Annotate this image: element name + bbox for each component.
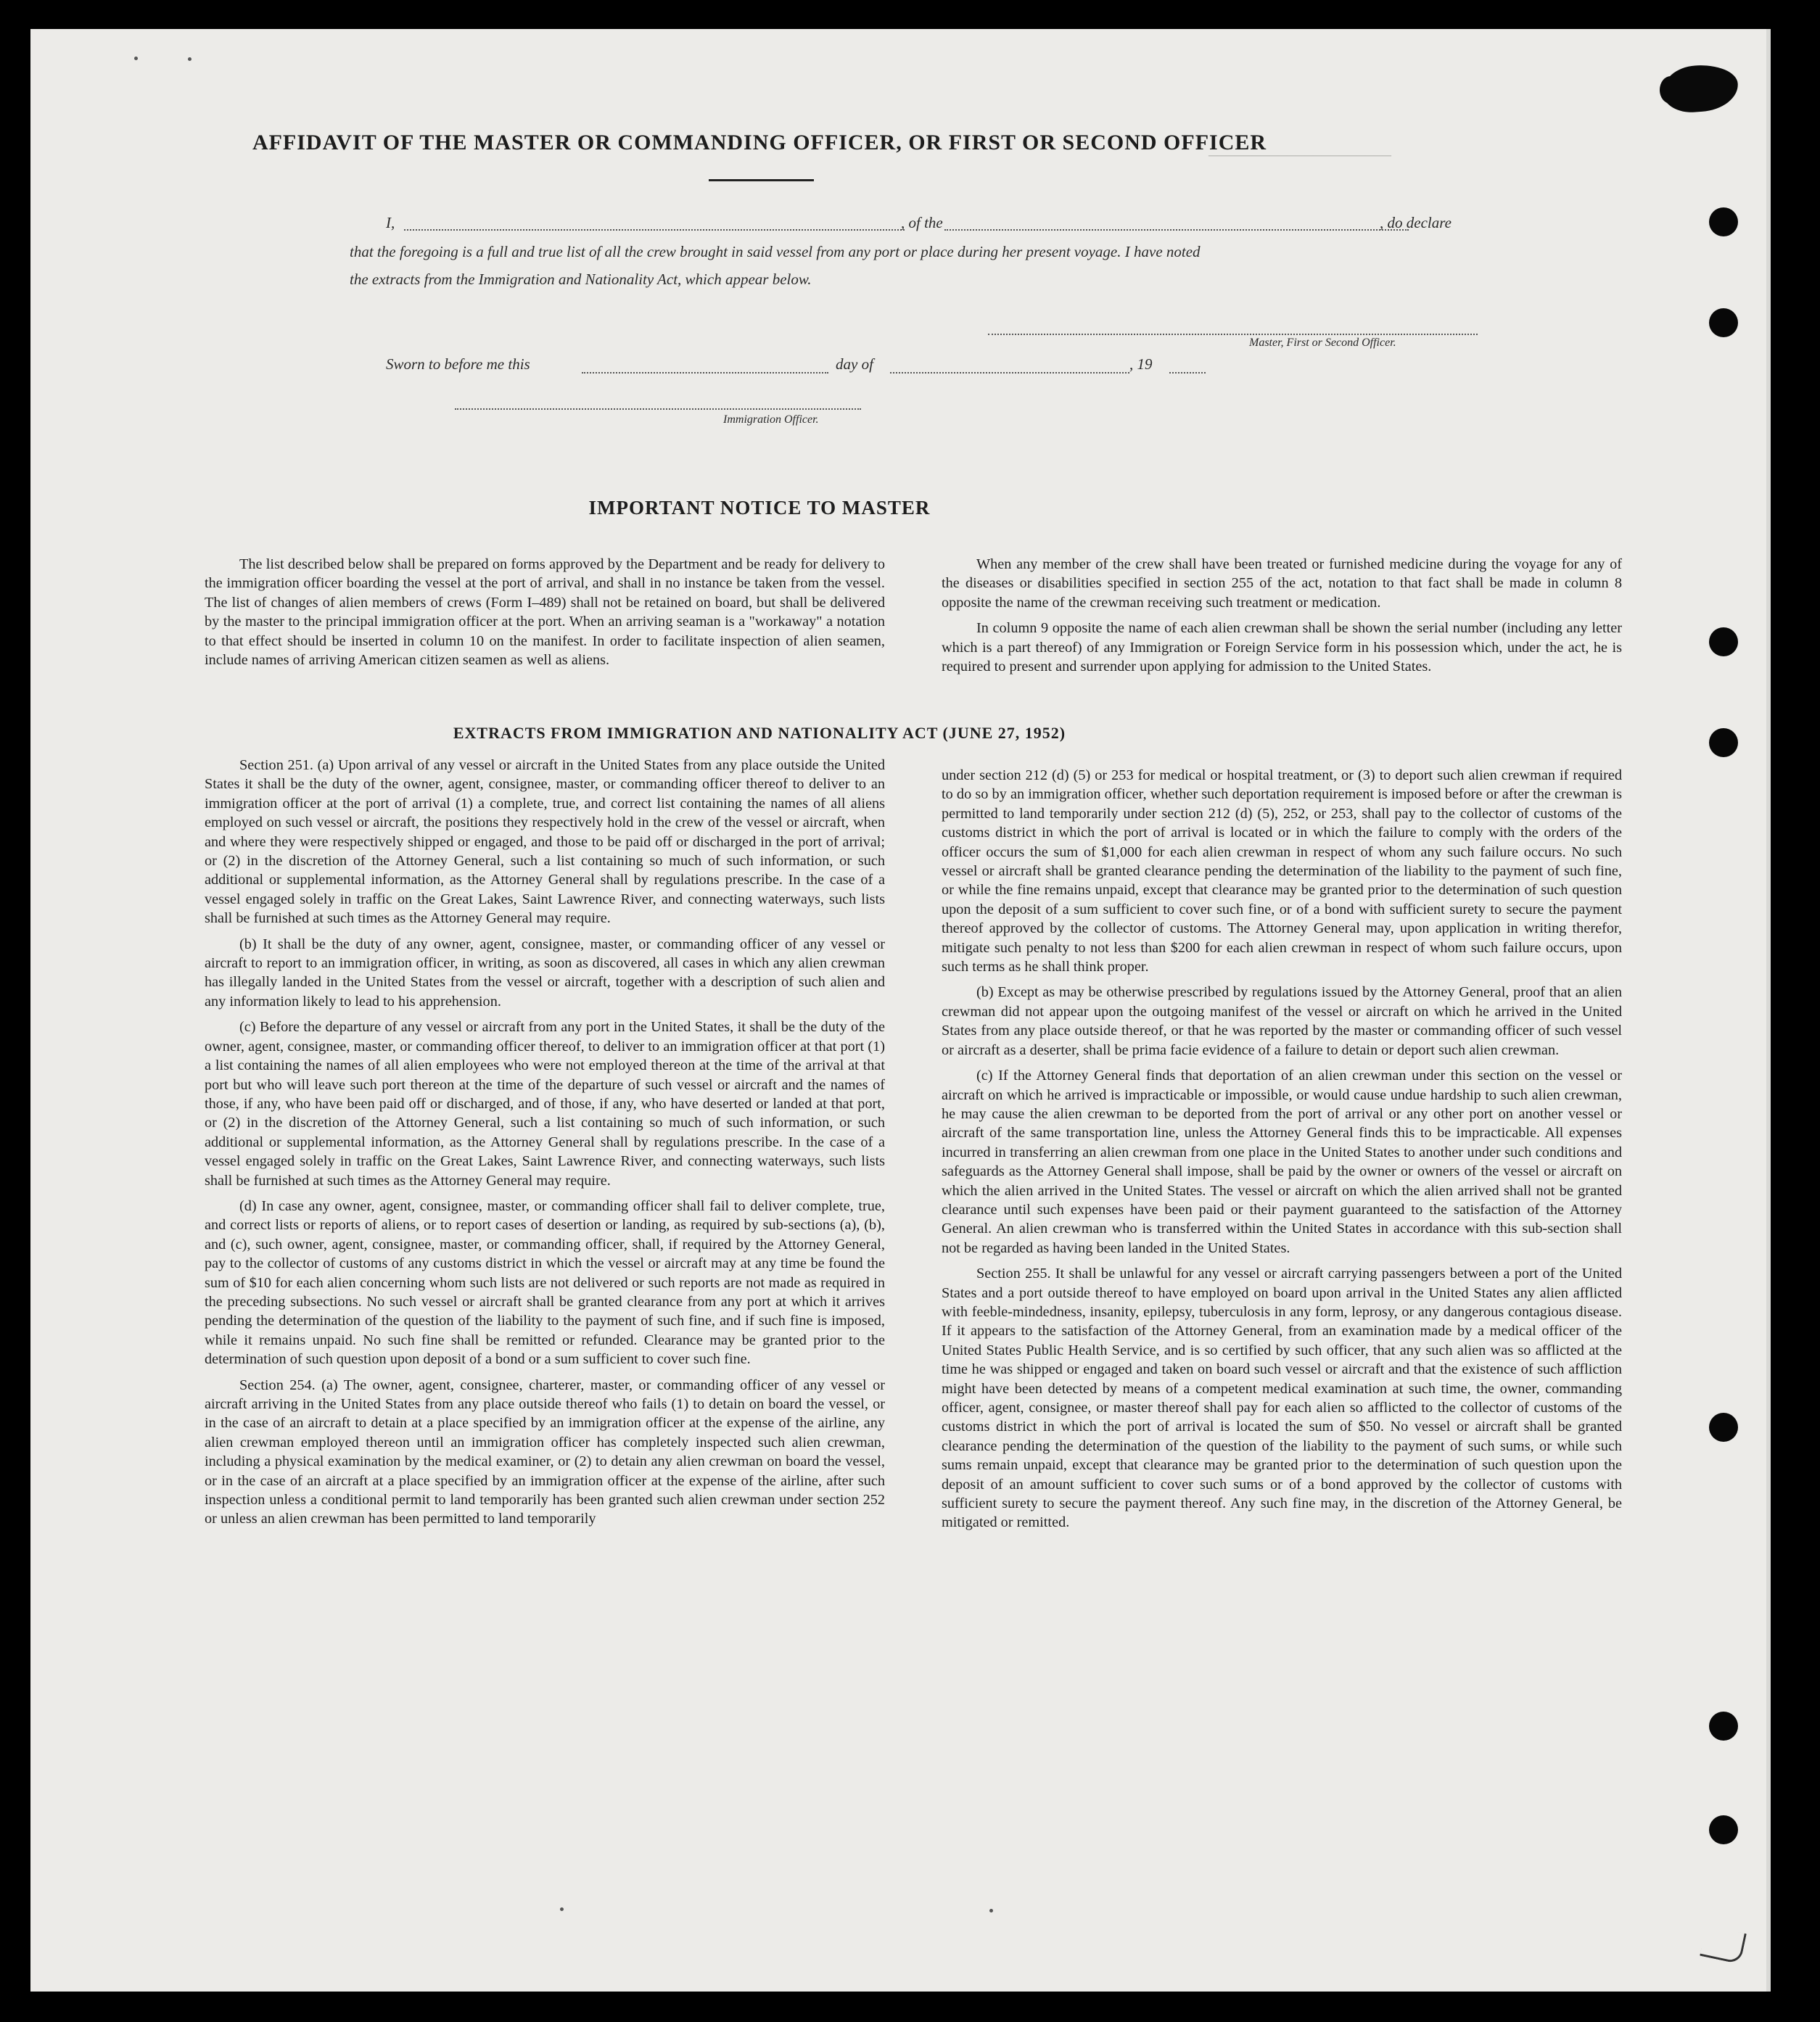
stray-mark [989,1909,993,1912]
title-underline [709,179,814,181]
binder-hole [1709,627,1738,656]
ink-blot [1660,76,1681,104]
sworn-month-blank [890,372,1129,374]
section-254-c: (c) If the Attorney General finds that deportation of an alien crewman under this section on the vessel or aircraft on which he arrived is impracticable or impossible, or would cause undue hardship to such alien crewman, he may cause the alien crewman to be deported from the port of arrival or any other port on another vessel or aircraft of the same transportation line, unless the Attorney General finds this to be impracticable. All expenses incurred in transferring an alien crewman from one place in the United States to another under such conditions and safeguards as the Attorney General shall impose, shall be paid by the owner or owners of the vessel or aircraft on which the alien arrived in the United States. The vessel or aircraft on which the alien arrived shall not be granted clearance until such expenses have been paid or their payment guaranteed to the satisfaction of the Attorney General. An alien crewman who is transferred within the United States in accordance with this sub-section shall not be regarded as having been landed in the United States. [942,1068,1622,1256]
bleed-through-text: ───────────────────── [1191,149,1392,165]
name-blank-line [404,229,905,231]
section-255: Section 255. It shall be unlawful for any vessel or aircraft carrying passengers between a port of the United States and a port outside thereof to have employed on board upon arrival in the United States any alien afflicted with feeble-mindedness, insanity, epilepsy, tuberculosis in any form, leprosy, or any dangerous contagious disease. If it appears to the satisfaction of the Attorney General, from an examination made by a medical officer of the United States Public Health Service, and is so certified by such officer, that any such alien was so afflicted at the time he was shipped or engaged and taken on board such vessel or aircraft and that the existence of such affliction might have been detected by means of a competent medical examination at such time, the owner, commanding officer, agent, consignee, or master thereof shall pay for each alien so afflicted to the collector of customs of the customs district in which the port of arrival is located the sum of $50. No vessel or aircraft shall be granted clearance pending the determination of the question of the liability to the payment of such sums, or while such sums remain unpaid, except that clearance may be granted prior to the determination of such question upon the deposit of an amount sufficient to cover such sums or of a bond approved by the collector of customs with sufficient surety to secure the payment thereof. Any such fine may, in the discretion of the Attorney General, be mitigated or remitted. [942,1266,1622,1531]
extracts-left-column [205,756,885,1535]
notice-left-column [205,555,885,676]
section-251-a: Section 251. (a) Upon arrival of any vessel or aircraft in the United States from any place outside the United States it shall be the duty of the owner, agent, consignee, master, or commanding officer thereof to deliver to an immigration officer at the port of arrival (1) a complete, true, and correct list containing the names of all aliens employed on such vessel or aircraft, the positions they respectively hold in the crew of the vessel or aircraft, when and where they were respectively shipped or engaged, and those to be paid off or discharged in the port of arrival; or (2) in the discretion of the Attorney General, such a list containing so much of such information, or such additional or supplemental information, as the Attorney General shall by regulations prescribe. In the case of a vessel engaged solely in traffic on the Great Lakes, Saint Lawrence River, and connecting waterways, such lists shall be furnished at such times as the Attorney General may require. [205,757,885,927]
binder-hole [1709,1712,1738,1741]
sworn-label: Sworn to before me this [386,355,530,373]
i-label: I, [386,214,395,231]
extracts-title: EXTRACTS FROM IMMIGRATION AND NATIONALITY ACT (JUNE 27, 1952) [453,724,1066,742]
master-signature-line [988,334,1478,335]
declaration-text-line-2: the extracts from the Immigration and Nationality Act, which appear below. [350,271,812,288]
section-251-d: (d) In case any owner, agent, consignee, master, or commanding officer shall fail to deliver complete, true, and correct lists or reports of aliens, or to report cases of desertion or landing, as required by sub-sections (a), (b), and (c), such owner, agent, consignee, master, or commanding officer, shall, if required by the Attorney General, pay to the collector of customs of any customs district in which the vessel or aircraft may at any time be found the sum of $10 for each alien concerning whom such lists are not delivered or such reports are not made as required in the preceding subsections. No such vessel or aircraft shall be granted clearance from any port at which it arrives pending the determination of the question of the liability to the payment of such fine, and if such fine is imposed, while it remains unpaid. No such fine shall be remitted or refunded. Clearance may be granted prior to the determination of such question upon deposit of a bond or a sum sufficient to cover such fine. [205,1197,885,1368]
of-the-label: , of the [901,214,943,231]
section-254-b: (b) Except as may be otherwise prescribed by regulations issued by the Attorney General, proof that an alien crewman did not appear upon the outgoing manifest of the vessel or aircraft on which he arrived in the United States from any place outside thereof, or that he was reported by the master or commanding officer of such vessel or aircraft as a deserter, shall be prima facie evidence of a failure to detain or deport such alien crewman. [942,984,1622,1058]
binder-hole [1709,207,1738,236]
sworn-day-blank [582,372,828,374]
master-signature-label: Master, First or Second Officer. [1249,337,1396,349]
section-254-a: Section 254. (a) The owner, agent, consignee, charterer, master, or commanding officer of any vessel or aircraft arriving in the United States from any place outside thereof who fails (1) to detain on board the vessel, or in the case of an aircraft to detain at a place specified by an immigration officer at the expense of the airline, any alien crewman employed thereon until an immigration officer has completely inspected such alien crewman, including a physical examination by the medical examiner, or (2) to detain any alien crewman on board the vessel, or in the case of an aircraft at a place specified by an immigration officer at the expense of the airline, after such inspection unless a conditional permit to land temporarily has been granted such alien crewman under section 252 or unless an alien crewman has been permitted to land temporarily [205,1377,885,1527]
binder-hole [1709,728,1738,757]
stray-mark [134,57,138,60]
section-251-b: (b) It shall be the duty of any owner, agent, consignee, master, or commanding officer of any vessel or aircraft to report to an immigration officer, in writing, as soon as discovered, all cases in which any alien crewman has illegally landed in the United States from the vessel or aircraft, together with a description of such alien and any information likely to lead to his apprehension. [205,936,885,1010]
notice-right-paragraph-1: When any member of the crew shall have been treated or furnished medicine during the voyage for any of the diseases or disabilities specified in section 255 of the act, notation to that fact shall be made in column 8 opposite the name of the crewman receiving such treatment or medication. [942,556,1622,611]
declaration-text-line-1: that the foregoing is a full and true list of all the crew brought in said vessel from any port or place during her present voyage. I have noted [350,243,1201,260]
immigration-officer-signature-line [455,408,861,410]
year-label: , 19 [1129,355,1153,373]
section-251-c: (c) Before the departure of any vessel or aircraft from any port in the United States, it shall be the duty of the owner, agent, consignee, master, or commanding officer thereof, to deliver to an immigration officer at that port (1) a list containing the names of all alien employees who were not employed thereon at the time of the arrival at that port but who will leave such port thereon at the time of the departure of such vessel or aircraft and the names of those, if any, who have been paid off or discharged, and of those, if any, who have deserted or landed at that port, or (2) in the discretion of the Attorney General, such a list containing so much of such information, or such additional or supplemental information, as the Attorney General shall by regulations prescribe. In the case of a vessel engaged solely in traffic on the Great Lakes, Saint Lawrence River, and connecting waterways, such lists shall be furnished at such times as the Attorney General may require. [205,1019,885,1189]
notice-right-paragraph-2: In column 9 opposite the name of each alien crewman shall be shown the serial number (including any letter which is a part thereof) of any Immigration or Foreign Service form in his possession which, under the act, he is required to present and surrender upon applying for admission to the United States. [942,620,1622,675]
day-of-label: day of [836,355,873,373]
document-page [30,29,1771,1992]
binder-hole [1709,1413,1738,1442]
stray-mark [560,1907,564,1911]
sworn-year-blank [1169,372,1206,374]
section-254-a-continued: under section 212 (d) (5) or 253 for medical or hospital treatment, or (3) to deport such alien crewman if required to do so by an immigration officer, whether such deportation requirement is imposed before or after the crewman is permitted to land temporarily under section 212 (d) (5), 252, or 253, shall pay to the collector of customs of the customs district in which the port of arrival is located or in which the failure to comply with the orders of the officer occurs the sum of $1,000 for each alien crewman in respect of whom any such failure occurs. No such vessel or aircraft shall be granted clearance pending the determination of the liability to the payment of such fine, or while the fine remains unpaid, except that clearance may be granted prior to the determination of such question upon the deposit of a sum sufficient to cover such fine, or of a bond with sufficient surety to secure the payment thereof approved by the collector of customs. The Attorney General may, upon application in writing therefor, mitigate such penalty to not less than $200 for each alien crewman in respect of whom such failure occurs, upon such terms as he shall think proper. [942,767,1622,975]
binder-hole [1709,1815,1738,1844]
notice-left-paragraph: The list described below shall be prepared on forms approved by the Department and be ready for delivery to the immigration officer boarding the vessel at the port of arrival, and shall in no instance be taken from the vessel. The list of changes of alien members of crews (Form I–489) shall not be retained on board, but shall be delivered by the master to the principal immigration officer at the port. When an arriving seaman is a "workaway" a notation to that effect should be inserted in column 10 on the manifest. In order to facilitate inspection of alien seamen, include names of arriving American citizen seamen as well as aliens. [205,556,885,669]
notice-right-column [942,555,1622,682]
do-declare-label: , do declare [1380,214,1452,231]
extracts-right-column [942,766,1622,1539]
affidavit-title: AFFIDAVIT OF THE MASTER OR COMMANDING OFFICER, OR FIRST OR SECOND OFFICER [252,131,1267,154]
immigration-officer-label: Immigration Officer. [723,413,819,426]
bleed-through-text [937,1770,1425,1786]
stray-mark [188,57,192,61]
pen-stroke-mark [1700,1926,1747,1965]
binder-hole [1709,308,1738,337]
notice-title: IMPORTANT NOTICE TO MASTER [588,497,931,519]
vessel-blank-line [944,229,1409,231]
